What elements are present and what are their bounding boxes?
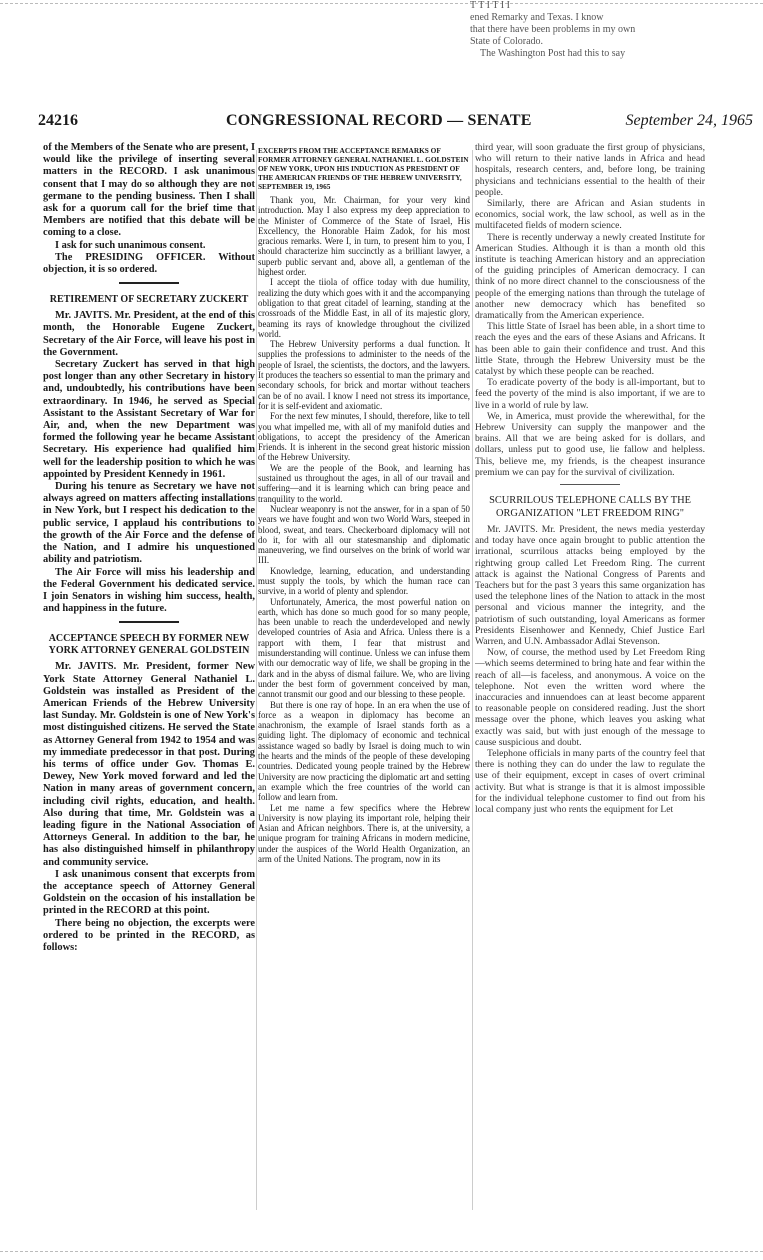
paragraph: We, in America, must provide the wherewithal, for the Hebrew University can supply the manpower and the brains. All that we are being asked for is dollars, and dollars, unless put to good use, lie fallow and helpless. This, believe me, my friends, is the cheapest insurance premium we can pay for the survival of civilization. [475,410,705,478]
page-header [38,112,753,136]
paragraph: Secretary Zuckert has served in that high post longer than any other Secretary in history and, undoubtedly, his contributions have been extraordinary. In 1946, he served as Special Assistant to the Assistant Secretary of War for Air, and, when the new Department was formed the following year he became Assistant Secretary. His experience had qualified him well for the leadership position to which he was appointed by President Kennedy in 1961. [43,359,255,480]
paragraph: Mr. JAVITS. Mr. President, at the end of this month, the Honorable Eugene Zuckert, Secretary of the Air Force, will leave his post in the Government. [43,310,255,358]
paragraph: Similarly, there are African and Asian students in economics, social work, the law school, as well as in the multifaceted fields of modern science. [475,198,705,232]
paragraph: Thank you, Mr. Chairman, for your very kind introduction. May I also express my deep appreciation to the Minister of Commerce of the State of Israel, His Excellency, the Honorable Haim Zadok, for his most gracious remarks. Were I, in turn, to present him to you, I should characterize him succinctly as a brilliant lawyer, a superb public servant and, above all, a gentleman of the highest order. [258,195,470,278]
paragraph: I ask for such unanimous consent. [55,239,206,251]
section-divider [119,621,179,623]
page-bottom-edge [0,1251,763,1252]
fragment-line: that there have been problems in my own [470,24,636,35]
paragraph: Nuclear weaponry is not the answer, for in a span of 50 years we have fought and won two World Wars, steeped in blood, sweat, and tears. Checkerboard diplomacy will not do it, for with all our statesmanship and diplomatic maneuvering, we find ourselves on the brink of world war III. [258,503,470,566]
paragraph: This little State of Israel has been able, in a short time to reach the eyes and the ears of these Asians and Africans. It has been able to gain their confidence and trust. And this little State, through the Hebrew University must be the catalyst by which these people can be reached. [475,321,705,378]
paragraph: third year, will soon graduate the first group of physicians, who will return to their native lands in Africa and head hospitals, research centers, and, before long, be training physicians and technicians essential to the health of their people. [475,142,705,198]
paragraph: I accept the tiiola of office today with due humility, realizing the duty which goes with it and the accompanying obligation to that great citadel of learning, standing at the crossroads of the Middle East, in all of its majestic glory, beaming its rays of knowledge throughout the civilized world. [258,277,470,339]
fragment-line: ened Remarky and Texas. I know [470,12,604,23]
previous-page-fragment [470,0,763,62]
section-divider [560,484,620,485]
column-separator [256,150,257,1210]
paragraph: of the Members of the Senate who are present, I would like the privilege of inserting several matters in the RECORD. I ask unanimous consent that I may do so although they are not germane to the pending business. Then I shall ask for a quorum call for the brief time that Members are notified that this debate will be coming to a close. [43,142,255,239]
fragment-line: The Washington Post had this to say [480,48,626,59]
paragraph: Let me name a few specifics where the Hebrew University is now playing its important role, helping their Asian and African neighbors. There is, at the university, a unique program for training Africans in modern medicine, under the auspices of the World Health Organization, an arm of the United Nations. The program, now in its [258,802,470,864]
paragraph: There is recently underway a newly created Institute for American Studies. Although it is than a month old this institute is teaching American history and an appreciation of the guiding principles of American democracy. I can think of no more direct channel to the consciousness of the people of the emerging nations than through the tutelage of another new democracy which has benefited so dramatically from the American experience. [475,231,705,322]
paragraph: We are the people of the Book, and learning has sustained us throughout the ages, in all of our travail and suffering—and it is learning which can bring peace and tranquility to the world. [258,462,470,504]
column-3 [475,142,705,1222]
paragraph: To eradicate poverty of the body is all-important, but to feed the poverty of the mind is also important, if we are to live in a world of rule by law. [475,377,705,411]
excerpt-heading: EXCERPTS FROM THE ACCEPTANCE REMARKS OF FORMER ATTORNEY GENERAL NATHANIEL L. GOLDSTEIN OF NEW YORK, UPON HIS INDUCTION AS PRESIDENT OF THE AMERICAN FRIENDS OF THE HEBREW UNIVERSITY, SEPTEMBER 19, 1965 [258,146,469,191]
paragraph: Mr. JAVITS. Mr. President, the news media yesterday and today have once again brought to public attention the irrational, scurrilous attacks being employed by the rightwing group called Let Freedom Ring. The current attack is against the National Congress of Parents and Teachers but for the past 3 years this same organization has used the telephone lines of the Nation to attack in the most personal and vicious manner the integrity, and the patriotism of such outstanding, loyal Americans as former Presidents Eisenhower and Kennedy, Chief Justice Earl Warren, and U.N. Ambassador Adlai Stevenson. [475,523,705,647]
paragraph: Telephone officials in many parts of the country feel that there is nothing they can do under the law to regulate the use of their equipment, except in cases of overt criminal activity. But what is strange is that it is almost impossible for the individual telephone customer to find out from his local company just who rents the equipment for Let [475,747,705,815]
fragment-line: T T I T I I [470,0,510,11]
column-separator [472,150,473,1210]
paragraph: During his tenure as Secretary we have not always agreed on matters affecting installations in New York, but I respect his dedication to the public service, I applaud his contributions to the growth of the Air Force and the defense of the Nation, and I admire his unquestioned ability and patriotism. [43,481,255,566]
section-heading: SCURRILOUS TELEPHONE CALLS BY THE ORGANIZATION "LET FREEDOM RING" [489,495,691,519]
fragment-line: State of Colorado. [470,36,544,47]
paragraph: The Air Force will miss his leadership and the Federal Government his dedicated service. I join Senators in wishing him success, health, and happiness in the future. [43,566,255,615]
paragraph: The PRESIDING OFFICER. Without objection, it is so ordered. [43,251,255,276]
paragraph: Now, of course, the method used by Let Freedom Ring—which seems determined to bring hate and fear within the reach of all—is faceless, and anonymous. A voice on the telephone. Not even the written word where the inaccuracies and innuendoes can at least become apparent to reasonable people on considered reading. Just the short message over the phone, which leaves you asking what exactly was said, but with just enough of the message to cause suspicious and doubt. [475,647,705,748]
paragraph: But there is one ray of hope. In an era when the use of force as a weapon in diplomacy has become an anachronism, the example of Israel stands forth as a guiding light. The diplomacy of economic and technical assistance waged so badly by Israel is doing much to win the hearts and the minds of the people of these developing countries. Dedicated young people trained by the Hebrew University are now practicing the diplomatic art and setting an example which the free countries of the world can follow and learn from. [258,699,470,803]
journal-title: CONGRESSIONAL RECORD — SENATE [226,112,532,129]
section-divider [119,282,179,284]
paragraph: The Hebrew University performs a dual function. It supplies the professions to administer to the needs of the people of Israel, the scientists, the doctors, and the lawyers. It produces the teachers so essential to man the primary and secondary schools, for brick and mortar without teachers can be of no avail. I know I need not stress its importance, for it is self-evident and axiomatic. [258,339,470,411]
section-heading: RETIREMENT OF SECRETARY ZUCKERT [49,294,249,306]
column-2 [258,142,470,1222]
page-number: 24216 [38,112,78,129]
paragraph: Mr. JAVITS. Mr. President, former New York State Attorney General Nathaniel L. Goldstein was installed as President of the American Friends of the Hebrew University last Sunday. Mr. Goldstein is one of New York's most distinguished citizens. He served the State as Attorney General from 1942 to 1954 and was my immediate predecessor in that post. During his terms of office under Gov. Thomas E. Dewey, New York moved forward and led the Nation in many areas of government concern, including civil rights, education, and health. Also during that time, Mr. Goldstein was a leading figure in the National Association of Attorneys General. In addition to the bar, he has also distinguished himself in philanthropy and community service. [43,661,255,868]
paragraph: Unfortunately, America, the most powerful nation on earth, which has done so much good for so many people, has been unable to reach the underdeveloped and newly developed countries of Asia and Africa. Unless there is a rapport with them, I fear that mistrust and misunderstanding will continue. Unless we can infuse them with our democratic way of life, we shall be groping in the dark and in the abyss of dismal failure. We, who are living under the best form of government conceived by man, cannot transmit our good and our blessing to these people. [258,596,470,700]
column-1 [43,142,255,1222]
paragraph: Knowledge, learning, education, and understanding must supply the tools, by which the human race can survive, in a world of plenty and splendor. [258,565,470,597]
paragraph: For the next few minutes, I should, therefore, like to tell you what impelled me, with all of my manifold duties and obligations, to accept the presidency of the American Friends. It is inherent in the second great historic mission of the Hebrew University. [258,411,470,463]
paragraph: I ask unanimous consent that excerpts from the acceptance speech of Attorney General Goldstein on the occasion of his installation be printed in the RECORD at this point. [43,868,255,917]
issue-date: September 24, 1965 [625,112,753,129]
section-heading: ACCEPTANCE SPEECH BY FORMER NEW YORK ATTORNEY GENERAL GOLDSTEIN [48,633,250,657]
paragraph: There being no objection, the excerpts were ordered to be printed in the RECORD, as follows: [43,917,255,953]
